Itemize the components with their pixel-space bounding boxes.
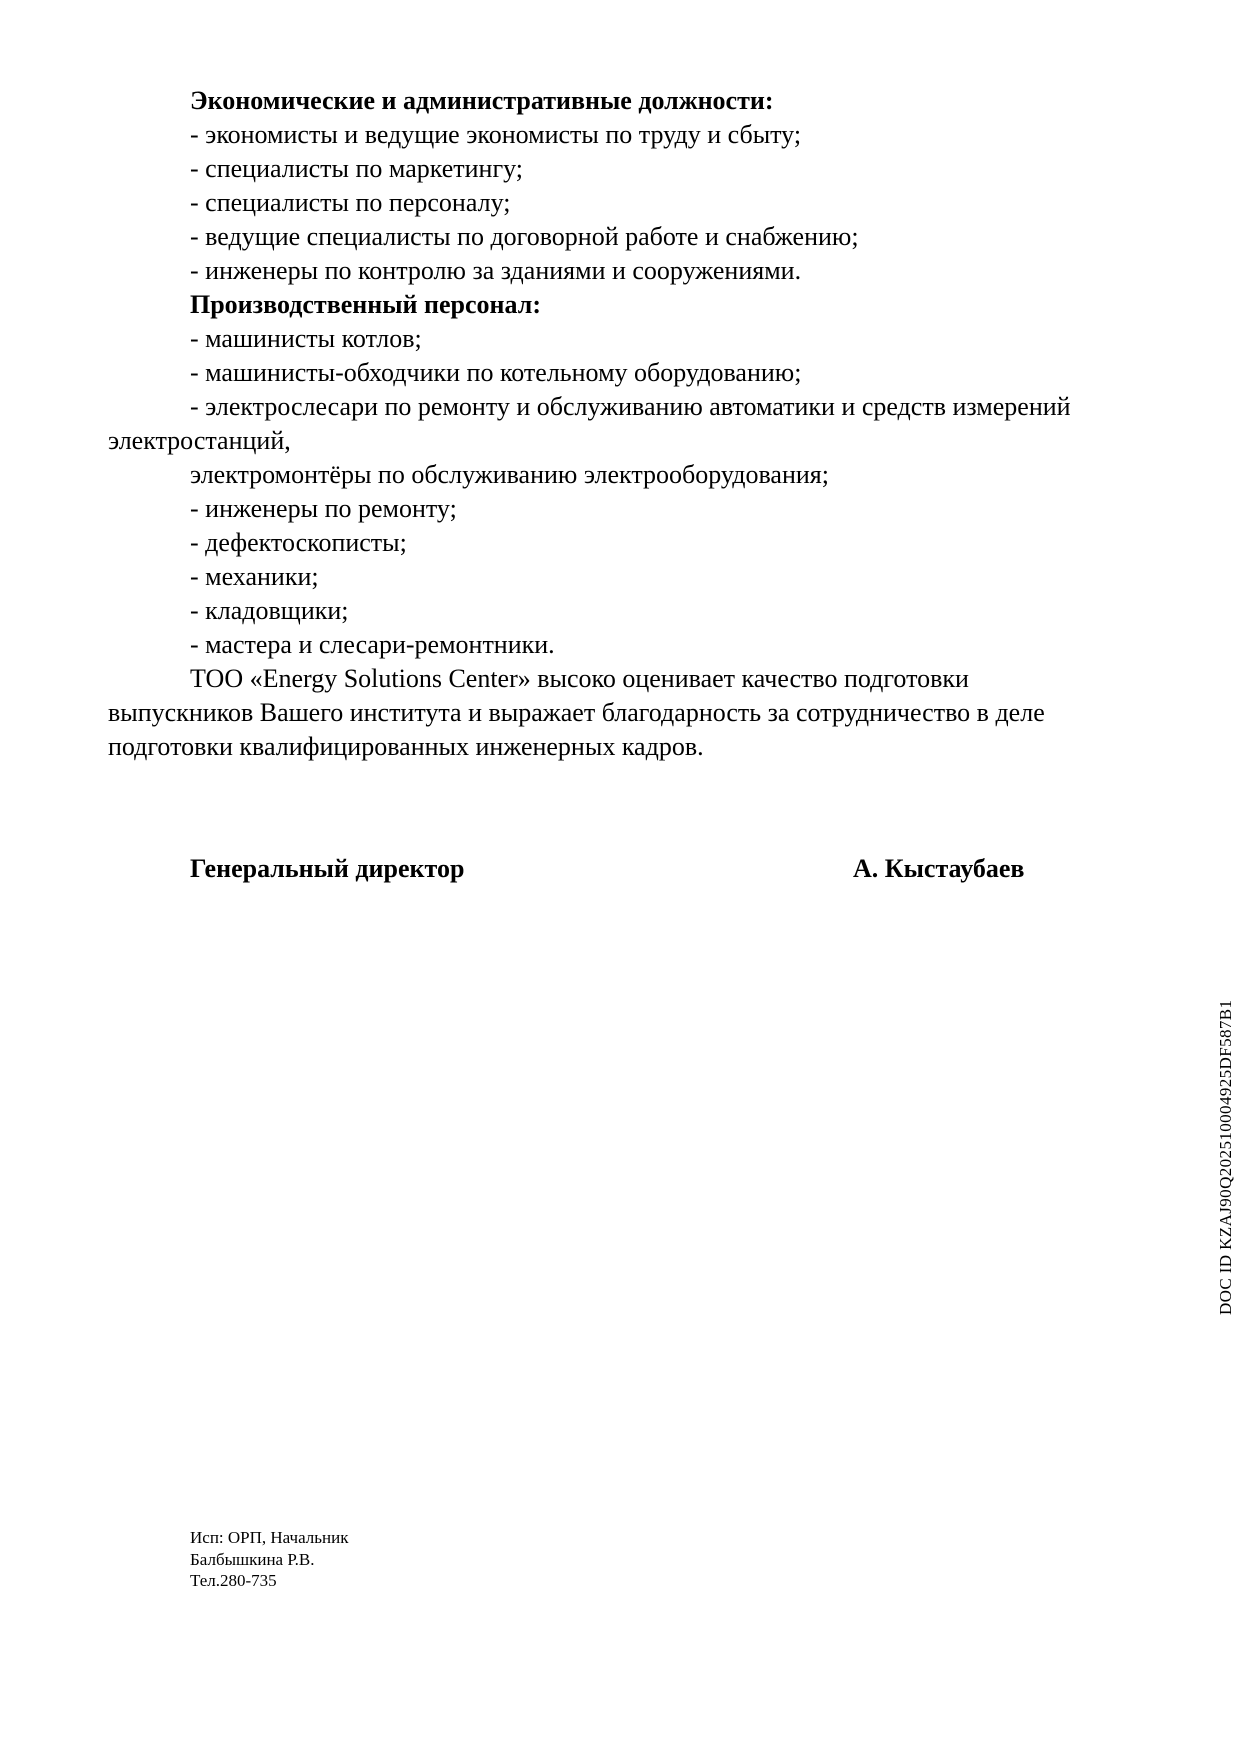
list-item: - электрослесари по ремонту и обслуживанию автоматики и средств измерений (190, 392, 1071, 421)
list-item: - машинисты котлов; (190, 324, 422, 353)
body-text (108, 84, 1140, 764)
list-item-continuation: электростанций, (108, 426, 291, 455)
signature-name: А. Кыстаубаев (853, 854, 1025, 883)
list-item: - механики; (190, 562, 319, 591)
footer-line-phone: Тел.280-735 (190, 1571, 277, 1590)
list-item: - мастера и слесари-ремонтники. (190, 630, 555, 659)
list-item: - инженеры по контролю за зданиями и сооружениями. (190, 256, 802, 285)
signature-title: Генеральный директор (190, 854, 465, 883)
closing-paragraph-line: подготовки квалифицированных инженерных кадров. (108, 732, 704, 761)
footer-block (190, 1527, 348, 1592)
closing-paragraph-line: ТОО «Energy Solutions Center» высоко оценивает качество подготовки (190, 664, 969, 693)
list-item: - машинисты-обходчики по котельному оборудованию; (190, 358, 802, 387)
list-item: - экономисты и ведущие экономисты по труду и сбыту; (190, 120, 802, 149)
section-heading-production: Производственный персонал: (190, 290, 541, 319)
footer-line-executor: Исп: ОРП, Начальник (190, 1528, 349, 1547)
signature-block (108, 852, 1140, 886)
section-heading-economic: Экономические и административные должности: (190, 86, 774, 115)
footer-line-name: Балбышкина Р.В. (190, 1549, 315, 1569)
list-item: - дефектоскописты; (190, 528, 407, 557)
doc-id-vertical: DOC ID KZAJ90Q202510004925DF587B1 (1216, 999, 1235, 1315)
list-item: - кладовщики; (190, 596, 349, 625)
list-item: - ведущие специалисты по договорной работе и снабжению; (190, 222, 859, 251)
closing-paragraph-line: выпускников Вашего института и выражает благодарность за сотрудничество в деле (108, 698, 1045, 727)
list-item: - специалисты по маркетингу; (190, 154, 523, 183)
list-item: - инженеры по ремонту; (190, 494, 457, 523)
list-item: - специалисты по персоналу; (190, 188, 511, 217)
list-item: электромонтёры по обслуживанию электрооборудования; (190, 460, 829, 489)
